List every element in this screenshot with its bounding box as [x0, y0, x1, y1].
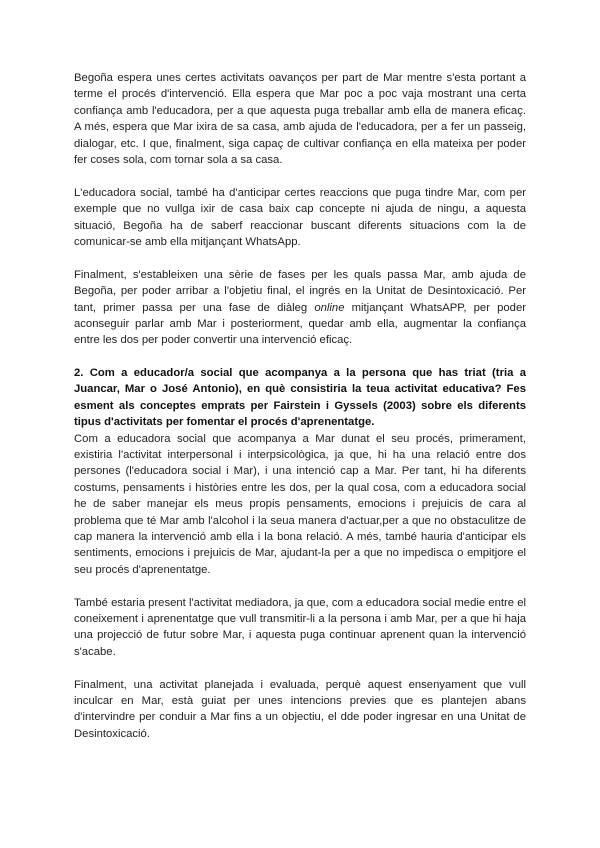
emphasis-online: online	[314, 301, 345, 314]
paragraph-anticipation: L'educadora social, també ha d'anticipar certes reaccions que puga tindre Mar, com per exemple que no vullga ixir de casa baix cap concepte ni ajuda de ningu, a aquesta situació, Begoña ha de saberf reaccionar buscant diferents situacions com la de comunicar-se amb ella mitjançant WhatsApp.	[74, 186, 526, 249]
paragraph-expectations: Begoña espera unes certes activitats oavanços per part de Mar mentre s'esta portant a terme el procés d'intervenció. Ella espera que Mar poc a poc vaja mostrant una certa confiança amb l'educadora, per a que aquesta puga treballar amb ella de manera eficaç. A més, espera que Mar ixira de sa casa, amb ajuda de l'educadora, per a fer un passeig, dialogar, etc. I que, finalment, siga capaç de cultivar confiança en ella mateixa per poder fer coses sola, com tornar sola a sa casa.	[74, 72, 526, 167]
paragraph-planned-activity: Finalment, una activitat planejada i evaluada, perquè aquest ensenyament que vull inculcar en Mar, està guiat per unes intencions previes que es plantejen abans d'intervindre per conduir a Mar fins a un objectiu, el dde poder ingresar en una Unitat de Desintoxicació.	[74, 678, 526, 740]
paragraph-phases-part-b: mitjançant WhatsAPP, per poder aconseguir parlar amb Mar i posteriorment, quedar amb ella, augmentar la confiança entre les dos per poder convertir una intervenció eficaç.	[74, 301, 526, 347]
paragraph-mediating-activity: També estaria present l'activitat mediadora, ja que, com a educadora social medie entre el coneixement i aprenentatge que vull transmitir-li a la persona i amb Mar, per a que hi haja una projecció de futur sobre Mar, i aquesta puga continuar aprenent quan la intervenció s'acabe.	[74, 596, 526, 658]
question-heading: 2. Com a educador/a social que acompanya a la persona que has triat (tria a Juancar, Mar o José Antonio), en què consistiria la teua activitat educativa? Fes esment als conceptes emprats per Fairstein i Gyssels (2003) sobre els diferents tipus d'activitats per fomentar el procés d'aprenentatge.	[74, 366, 526, 429]
paragraph-phases-part-a: Finalment, s'estableixen una sèrie de fases per les quals passa Mar, amb ajuda de Begoña, per poder arribar a l'objetiu final, el ingrés en la Unitat de Desintoxicació. Per tant, primer passa per una fase de diàleg	[74, 268, 526, 314]
paragraph-phases	[74, 267, 526, 349]
paragraph-interpersonal-activity: Com a educadora social que acompanya a Mar dunat el seu procés, primerament, existiria l'activitat interpersonal i interpsicològica, ja que, hi ha una relació entre dos persones (l'educadora social i Mar), i una intenció cap a Mar. Per tant, hi ha diferents costums, pensaments i històries entre les dos, per la qual cosa, com a educadora social he de saber manejar els meus propis pensaments, emocions i prejuicis de cara al problema que té Mar amb l'alcohol i la seua manera d'actuar,per a que no obstaculitze de cap manera la intervenció amb ella i la bona relació. A més, també hauria d'anticipar els sentiments, emocions i prejuicis de Mar, ajudant-la per a que no impedisca o empitjore el seu procés d'aprenentatge.	[74, 432, 526, 576]
